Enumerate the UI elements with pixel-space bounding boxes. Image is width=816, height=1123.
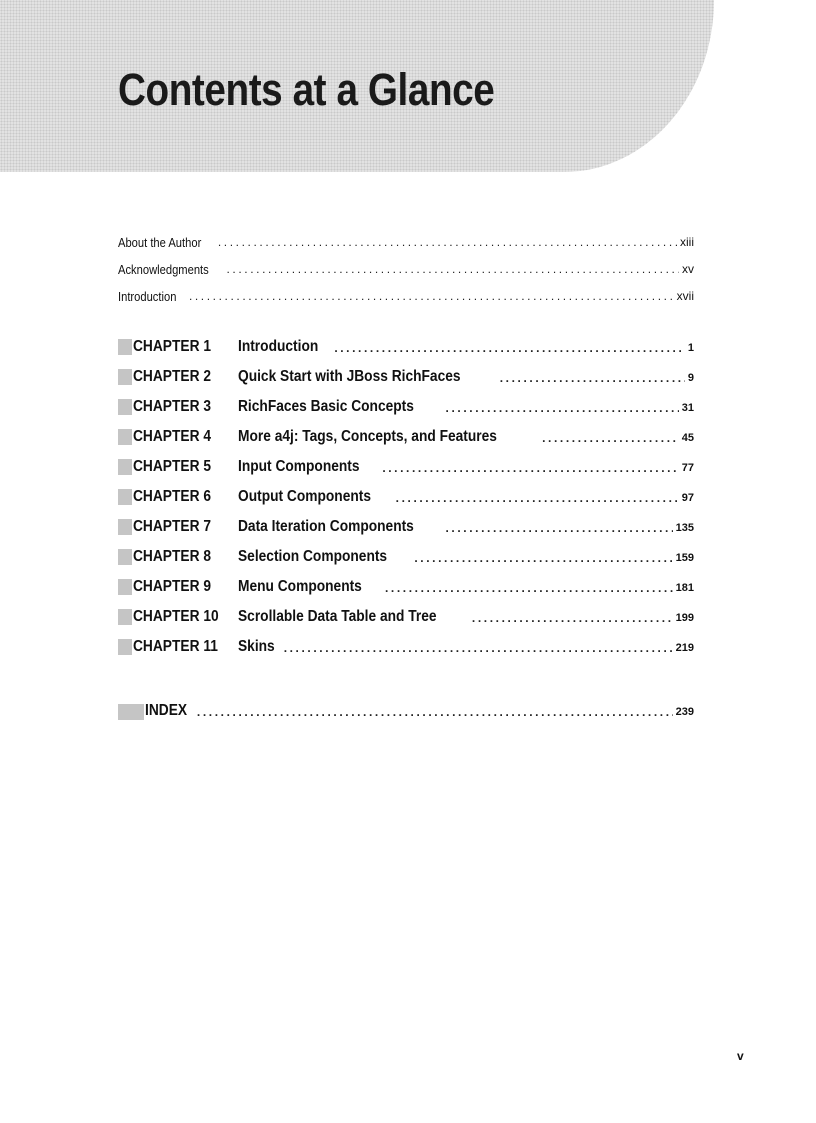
leader-dots [227,261,680,277]
chapter-label: CHAPTER 6 [118,488,238,506]
leader-dots [197,704,673,720]
toc-entry-title: About the Author [118,235,202,250]
chapter-bullet-icon [118,459,132,475]
toc-entry-page: xv [682,262,694,276]
chapter-bullet-icon [118,579,132,595]
chapter-page: 219 [675,642,694,654]
chapter-label: CHAPTER 7 [118,518,238,536]
toc-chapter-8[interactable] [118,542,694,566]
chapter-page: 1 [687,342,694,354]
chapter-title: Selection Components [238,548,388,565]
chapter-title: Scrollable Data Table and Tree [238,608,437,625]
leader-dots [500,370,685,386]
toc-chapter-7[interactable] [118,512,694,536]
toc-chapter-2[interactable] [118,362,694,386]
chapter-label: CHAPTER 8 [118,548,238,566]
toc-chapter-1[interactable] [118,332,694,356]
page-title: Contents at a Glance [118,64,495,115]
chapter-page: 181 [675,582,694,594]
toc-entry-page: xvii [676,289,694,303]
chapter-title: Quick Start with JBoss RichFaces [238,368,461,385]
toc-chapter-5[interactable] [118,452,694,476]
chapter-label: CHAPTER 10 [118,608,238,626]
leader-dots [542,430,679,446]
chapter-page: 31 [681,402,694,414]
toc-entry-about-author[interactable] [118,228,694,250]
index-label: INDEX [145,702,188,719]
toc-entry-acknowledgments[interactable] [118,255,694,277]
toc-chapter-11[interactable] [118,632,694,656]
chapter-bullet-icon [118,369,132,385]
toc-chapter-6[interactable] [118,482,694,506]
leader-dots [414,550,672,566]
toc-chapter-9[interactable] [118,572,694,596]
chapter-page: 199 [675,612,694,624]
chapter-bullet-icon [118,489,132,505]
chapter-page: 97 [681,492,694,504]
toc-entry-introduction[interactable] [118,282,694,304]
leader-dots [218,234,677,250]
toc-chapter-10[interactable] [118,602,694,626]
chapter-bullet-icon [118,549,132,565]
chapter-title: Skins [238,638,275,655]
leader-dots [472,610,673,626]
chapter-label: CHAPTER 11 [118,638,238,656]
leader-dots [445,520,672,536]
chapter-page: 135 [675,522,694,534]
chapter-title: Menu Components [238,578,362,595]
toc-index[interactable] [118,696,694,720]
leader-dots [189,288,674,304]
toc-entry-title: Acknowledgments [118,262,209,277]
chapter-label: CHAPTER 3 [118,398,238,416]
chapter-label: CHAPTER 2 [118,368,238,386]
leader-dots [334,340,685,356]
index-bullet-icon [118,704,144,720]
chapter-page: 77 [681,462,694,474]
chapter-title: Input Components [238,458,360,475]
chapter-title: Introduction [238,338,319,355]
toc-chapter-4[interactable] [118,422,694,446]
chapter-page: 45 [681,432,694,444]
page-number: v [737,1049,744,1063]
chapter-label: CHAPTER 1 [118,338,238,356]
leader-dots [382,460,678,476]
leader-dots [284,640,673,656]
leader-dots [385,580,673,596]
toc-entry-page: xiii [680,235,694,249]
chapter-title: Output Components [238,488,371,505]
chapter-label: CHAPTER 5 [118,458,238,476]
chapter-page: 9 [687,372,694,384]
chapter-bullet-icon [118,429,132,445]
chapter-bullet-icon [118,639,132,655]
chapter-bullet-icon [118,399,132,415]
chapter-title: Data Iteration Components [238,518,414,535]
chapter-label: CHAPTER 4 [118,428,238,446]
chapter-title: RichFaces Basic Concepts [238,398,414,415]
index-page: 239 [675,706,694,718]
chapter-title: More a4j: Tags, Concepts, and Features [238,428,497,445]
chapter-bullet-icon [118,519,132,535]
chapter-label: CHAPTER 9 [118,578,238,596]
leader-dots [396,490,679,506]
leader-dots [446,400,679,416]
chapter-bullet-icon [118,339,132,355]
toc-chapter-3[interactable] [118,392,694,416]
toc-entry-title: Introduction [118,289,177,304]
chapter-bullet-icon [118,609,132,625]
chapter-page: 159 [675,552,694,564]
